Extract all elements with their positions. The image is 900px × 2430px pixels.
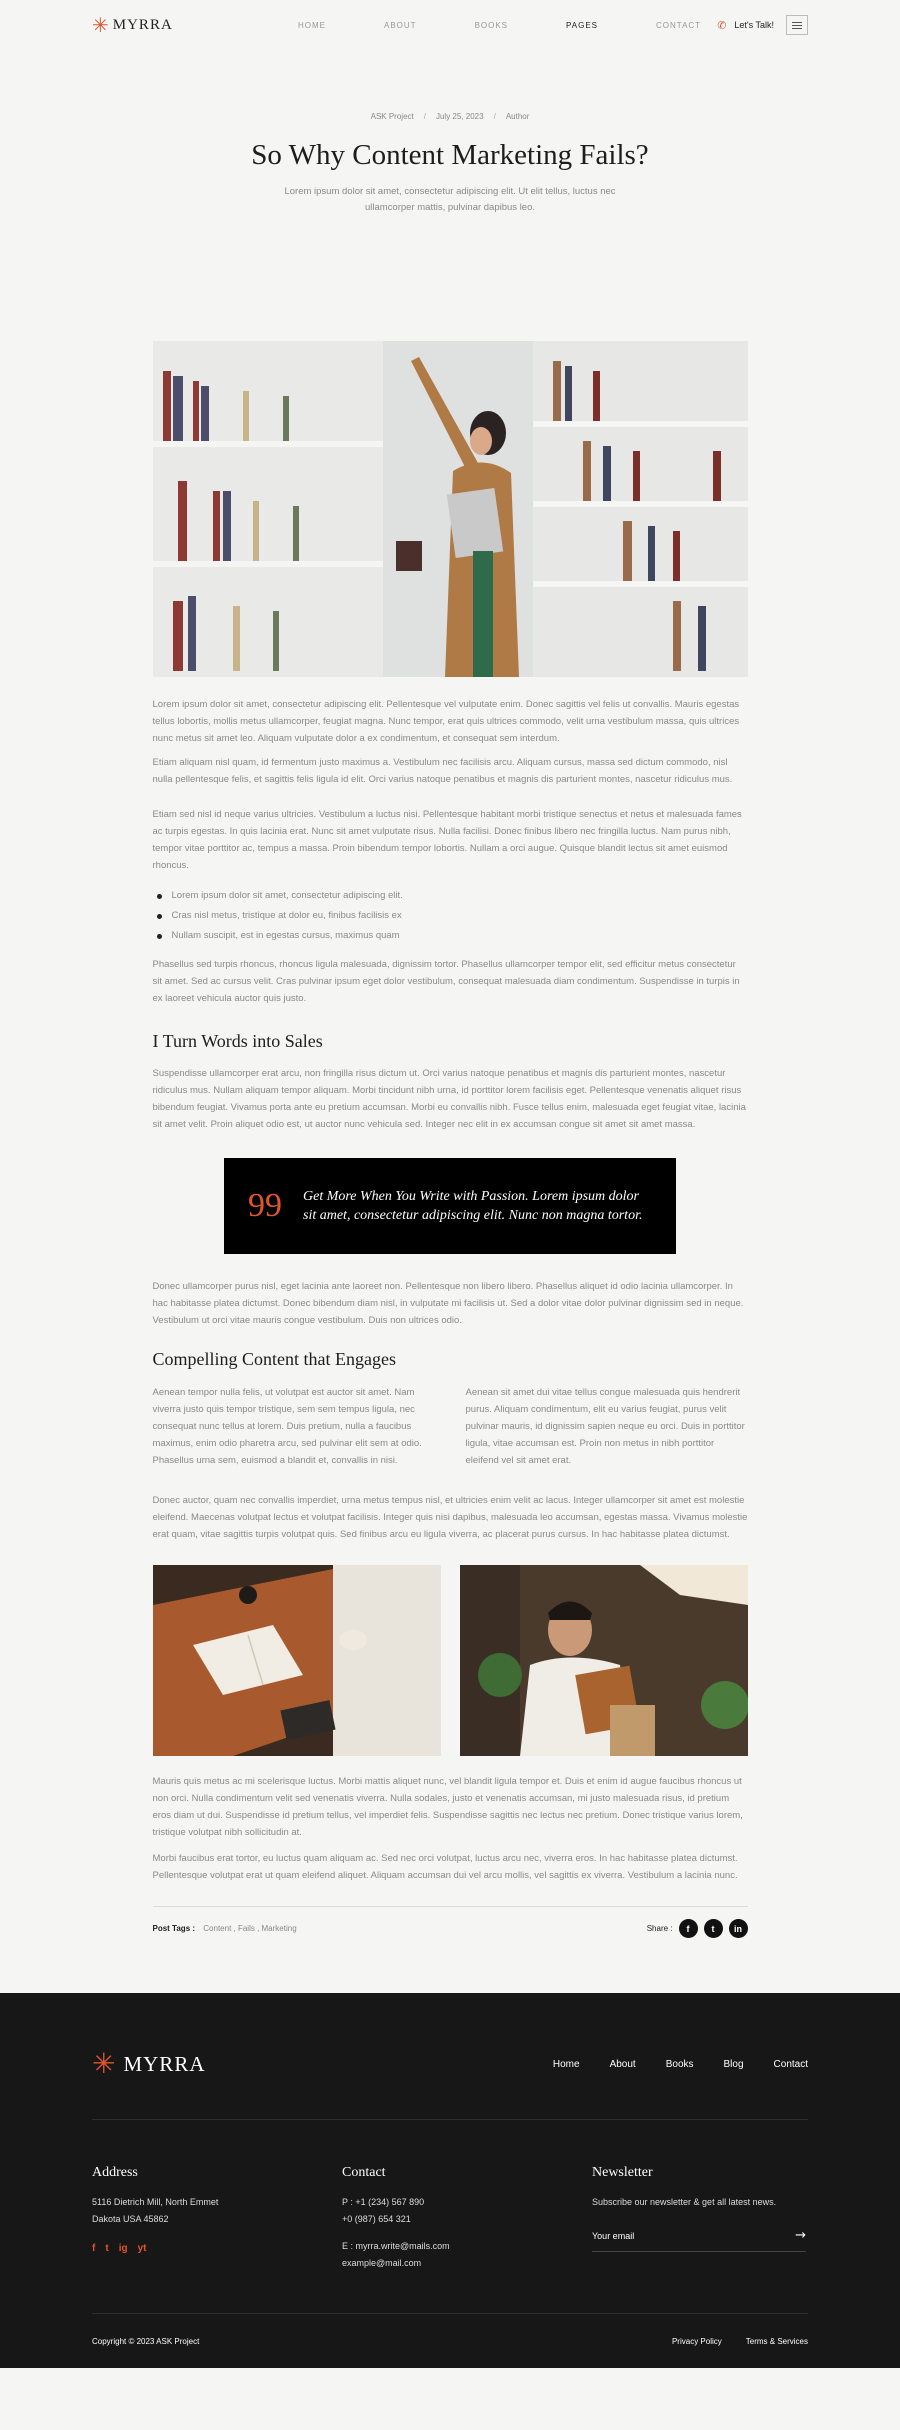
phone-number[interactable]: +0 (987) 654 321	[342, 2214, 411, 2224]
list-item: Nullam suscipit, est in egestas cursus, maximus quam	[153, 926, 748, 946]
arrow-right-icon[interactable]: →	[795, 2228, 806, 2243]
email-input[interactable]	[592, 2231, 772, 2241]
logo-star-icon: ✳	[92, 2047, 116, 2080]
post-footer	[153, 1906, 748, 1938]
linkedin-icon[interactable]: in	[729, 1919, 748, 1938]
quote-icon: 99	[248, 1187, 282, 1224]
privacy-link[interactable]: Privacy Policy	[671, 2337, 722, 2346]
nav-contact[interactable]: CONTACT	[656, 20, 702, 30]
divider	[92, 2313, 808, 2314]
footer-columns	[92, 2165, 842, 2272]
contact-title: Contact	[342, 2165, 386, 2180]
footer-nav-books[interactable]: Books	[665, 2058, 694, 2070]
paragraph: Etiam sed nisl id neque varius ultricies. Vestibulum a luctus nisi. Pellentesque habitant morbi tristique senectus et netus et malesuada fames ac turpis egestas. In quis lacinia erat. Nunc sit amet vulputate risus. Nulla facilisi. Donec finibus libero nec fringilla luctus. Nam purus nibh, tempor vitae porttitor ac, tempus a massa. Proin bibendum tempor lobortis. Nullam a orci augue. Quisque blandit lectus sit amet euismod rhoncus.	[152, 809, 742, 871]
email-address[interactable]: example@mail.com	[342, 2258, 422, 2268]
library-photo	[153, 341, 748, 677]
page-subtitle: Lorem ipsum dolor sit amet, consectetur adipiscing elit. Ut elit tellus, luctus nec ullamcorper mattis, pulvinar dapibus leo.	[284, 186, 616, 213]
paragraph: Mauris quis metus ac mi scelerisque luctus. Morbi mattis aliquet nunc, vel blandit ligula tempor et. Duis et enim id augue faucibus rhoncus ut non orci. Nulla condimentum velit sed venenatis viverra. Nulla sodales, justo et venenatis accumsan, mi justo malesuada risus, id pretium eros diam ut dui. Suspendisse id pretium tellus, vel imperdiet felis. Suspendisse sagittis nec lectus nec pretium. Donec tristique varius lorem, tristique volutpat nibh sollicitudin at.	[152, 1776, 743, 1838]
copyright: Copyright © 2023 ASK Project	[92, 2337, 200, 2346]
paragraph: Etiam aliquam nisl quam, id fermentum justo maximus a. Vestibulum nec facilisis arcu. Aliquam cursus, massa sed dictum commodo, nisl nulla pellentesque felis, et sagittis felis ligula id elit. Orci varius natoque penatibus et magnis dis parturient montes, nascetur ridiculus mus.	[152, 757, 733, 785]
bullet-list	[153, 886, 748, 946]
terms-link[interactable]: Terms & Services	[745, 2337, 808, 2346]
newsletter-form	[592, 2228, 806, 2252]
paragraph: Lorem ipsum dolor sit amet, consectetur adipiscing elit. Pellentesque vel vulputate enim. Donec sagittis vel felis ut convallis. Mauris egestas tellus lobortis, mollis metus ullamcorper, feugiat magna. Nunc tempor, erat quis ultrices commodo, velit urna vestibulum massa, quis ultrices nunc metus sit amet leo. Aliquam vulputate dolor a ex condimentum, et consequat sem interdum.	[152, 699, 740, 744]
tag-links[interactable]: Content , Fails , Marketing	[203, 1924, 297, 1933]
image-gallery	[153, 1565, 748, 1756]
paragraph: Donec auctor, quam nec convallis imperdiet, urna metus tempus nisl, et ultricies enim velit ac lacus. Integer ullamcorper sit amet est molestie eleifend. Maecenas volutpat lectus et volutpat facilisis. Integer quis nisi dapibus, malesuada leo accumsan, egestas massa. Vivamus molestie erat quam, vitae sagittis turpis volutpat quis. Sed finibus arcu eu ligula viverra, ac placerat purus cursus. In hac habitasse platea dictumst.	[152, 1495, 748, 1540]
nav-books[interactable]: BOOKS	[474, 20, 509, 30]
phone-icon: ✆	[717, 18, 727, 32]
footer-logo-text: MYRRA	[123, 2051, 206, 2076]
paragraph: Donec ullamcorper purus nisl, eget lacinia ante laoreet non. Pellentesque non libero libero. Phasellus aliquet id odio lacinia ullamcorper. In hac habitasse platea dictumst. Donec bibendum diam nisl, in vulputate mi facilisis ut. Sed a dolor vitae dolor pulvinar dignissim sed in neque. Vestibulum ut orci vitae mauris congue vestibulum. Duis non ultrices odio.	[152, 1281, 744, 1326]
footer-nav	[553, 2059, 808, 2070]
post-tags	[153, 1924, 297, 1933]
footer-logo[interactable]	[92, 2047, 206, 2080]
post-hero	[0, 50, 900, 216]
footer-nav-blog[interactable]: Blog	[723, 2058, 744, 2070]
footer-bottom	[92, 2337, 808, 2346]
newsletter-column	[592, 2165, 842, 2272]
youtube-icon[interactable]: yt	[137, 2243, 147, 2254]
column-right: Aenean sit amet dui vitae tellus congue malesuada quis hendrerit purus. Aliquam condimentum, elit eu varius feugiat, purus velit pulvinar mauris, id dignissim sapien neque eu orci. Duis in porttitor ligula, vitae accumsan est. Proin non metus in nibh porttitor eleifend vel sit amet erat.	[465, 1387, 745, 1466]
meta-date: July 25, 2023	[435, 112, 484, 121]
paragraph: Morbi faucibus erat tortor, eu luctus quam aliquam ac. Sed nec orci volutpat, luctus arcu nec, viverra eros. In hac habitasse platea dictumst. Pellentesque volutpat erat ut quam eleifend aliquet. Aliquam accumsan dui vel arcu mollis, vel sagittis ex viverra. Vestibulum a lacinia nunc.	[152, 1853, 738, 1881]
logo[interactable]	[92, 15, 173, 35]
contact-column	[342, 2165, 592, 2272]
man-reading-photo	[460, 1565, 748, 1756]
paragraph: Phasellus sed turpis rhoncus, rhoncus ligula malesuada, dignissim tortor. Phasellus ullamcorper tempor elit, sed efficitur metus consectetur sit amet. Sed ac cursus velit. Cras pulvinar ipsum eget dolor vestibulum, consequat malesuada diam condimentum. Suspendisse in turpis in ex laoreet vehicula auctor quis justo.	[152, 959, 740, 1004]
address-title: Address	[92, 2165, 138, 2180]
site-footer	[0, 1993, 900, 2368]
share-label: Share :	[646, 1924, 673, 1933]
logo-text: MYRRA	[112, 16, 173, 33]
footer-nav-home[interactable]: Home	[552, 2058, 580, 2070]
footer-nav-about[interactable]: About	[609, 2058, 636, 2070]
instagram-icon[interactable]: ig	[118, 2243, 128, 2254]
twitter-icon[interactable]: t	[105, 2243, 109, 2254]
reading-desk-photo	[153, 1565, 441, 1756]
pull-quote	[224, 1158, 676, 1254]
paragraph: Suspendisse ullamcorper erat arcu, non fringilla risus dictum ut. Orci varius natoque penatibus et magnis dis parturient montes, nascetur ridiculus mus. Nullam aliquam tempor aliquam. Morbi tincidunt nibh urna, id porttitor lorem facilisis eget. Pellentesque venenatis aliquet risus bibendum feugiat. Vivamus porta ante eu pretium accumsan. Morbi eu convallis nibh. Fusce tellus enim, malesuada eget feugiat vitae, lacinia sit amet velit. Proin aliquet odio est, ut auctor nunc vehicula sed. Integer nec elit in ex accumsan congue sit amet sit amet massa.	[152, 1068, 746, 1130]
list-item: Lorem ipsum dolor sit amet, consectetur adipiscing elit.	[153, 886, 748, 906]
section-heading: Compelling Content that Engages	[152, 1349, 396, 1369]
tags-label: Post Tags :	[152, 1924, 196, 1933]
legal-links	[672, 2337, 808, 2346]
nav-about[interactable]: ABOUT	[384, 20, 417, 30]
meta-author[interactable]: Author	[505, 112, 530, 121]
post-meta: ASK Project / July 25, 2023 / Author	[370, 112, 530, 121]
facebook-icon[interactable]: f	[92, 2243, 96, 2254]
address-line: Dakota USA 45862	[92, 2214, 169, 2224]
twitter-icon[interactable]: t	[704, 1919, 723, 1938]
facebook-icon[interactable]: f	[679, 1919, 698, 1938]
page-title: So Why Content Marketing Fails?	[251, 139, 649, 171]
quote-text: Get More When You Write with Passion. Lorem ipsum dolor sit amet, consectetur adipiscing elit. Nunc non magna tortor.	[303, 1189, 643, 1223]
site-header	[0, 0, 900, 50]
two-column-text	[153, 1384, 748, 1469]
lets-talk-label: Let's Talk!	[734, 20, 774, 30]
address-line: 5116 Dietrich Mill, North Emmet	[92, 2197, 219, 2207]
newsletter-title: Newsletter	[592, 2165, 653, 2180]
logo-star-icon: ✳	[92, 13, 109, 37]
nav-pages[interactable]: PAGES	[566, 20, 598, 30]
column-left: Aenean tempor nulla felis, ut volutpat est auctor sit amet. Nam viverra justo quis tempor tristique, sem sem tempus ligula, nec consequat nunc tellus at lorem. Duis pretium, nulla a faucibus maximus, enim odio pharetra arcu, sed pulvinar elit sem at odio. Phasellus urna sem, euismod a blandit et, convallis in nisi.	[152, 1387, 422, 1466]
phone-number[interactable]: P : +1 (234) 567 890	[342, 2197, 425, 2207]
divider	[92, 2119, 808, 2120]
main-nav	[298, 0, 759, 50]
nav-home[interactable]: HOME	[298, 20, 326, 30]
menu-icon[interactable]	[786, 15, 808, 35]
meta-project[interactable]: ASK Project	[370, 112, 414, 121]
newsletter-text: Subscribe our newsletter & get all latest news.	[592, 2197, 777, 2207]
share-bar	[647, 1919, 748, 1938]
list-item: Cras nisl metus, tristique at dolor eu, finibus facilisis ex	[153, 906, 748, 926]
social-links	[92, 2243, 342, 2254]
address-column	[92, 2165, 342, 2272]
footer-top	[92, 2047, 808, 2080]
email-address[interactable]: E : myrra.write@mails.com	[342, 2241, 450, 2251]
article	[153, 341, 748, 1938]
section-heading: I Turn Words into Sales	[152, 1031, 323, 1051]
footer-nav-contact[interactable]: Contact	[773, 2058, 808, 2070]
